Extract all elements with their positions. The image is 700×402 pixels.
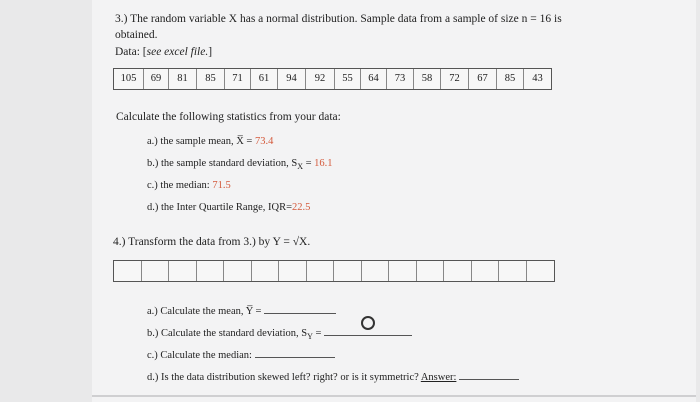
transform-cell[interactable] — [499, 261, 527, 281]
q4-item-b-sub: Y — [307, 332, 313, 342]
q4-d-answer-line[interactable] — [459, 369, 519, 380]
bottom-divider — [92, 395, 696, 397]
q4-item-d — [147, 369, 519, 383]
calc-heading: Calculate the following statistics from your data: — [116, 111, 341, 123]
data-cell: 73 — [387, 69, 414, 89]
transform-cell[interactable] — [307, 261, 335, 281]
transform-cell[interactable] — [527, 261, 555, 281]
q4-item-c — [147, 347, 335, 361]
q4-c-answer-line[interactable] — [255, 347, 335, 358]
data-cell: 72 — [441, 69, 469, 89]
data-cell: 55 — [335, 69, 361, 89]
item-b-eq: = — [302, 158, 315, 169]
transform-cell[interactable] — [142, 261, 170, 281]
transform-cell[interactable] — [224, 261, 252, 281]
item-d — [147, 202, 310, 213]
item-a-value: 73.4 — [254, 136, 274, 147]
data-cell: 43 — [532, 73, 543, 84]
item-a-label: a.) the sample mean, X̅ = — [147, 136, 255, 147]
question-3-text: 3.) The random variable X has a normal distribution. Sample data from a sample of size n = 16 is obtained. — [115, 13, 562, 41]
transform-cell[interactable] — [417, 261, 445, 281]
page — [92, 0, 696, 402]
item-b-sub: X — [297, 162, 303, 172]
data-table-row — [113, 68, 552, 90]
transform-cell[interactable] — [389, 261, 417, 281]
question-4-text: 4.) Transform the data from 3.) by Y = √X. — [113, 236, 311, 248]
data-cell: 105 — [114, 69, 144, 89]
data-label — [115, 46, 212, 58]
q4-item-c-label: c.) Calculate the median: — [147, 350, 252, 361]
q4-item-a — [147, 303, 336, 317]
q4-item-d-label: d.) Is the data distribution skewed left? right? or is it symmetric? — [147, 372, 421, 383]
transform-table-row[interactable] — [113, 260, 555, 282]
data-cell: 85 — [197, 69, 225, 89]
data-cell: 67 — [469, 69, 497, 89]
q4-d-answer-label: Answer: — [420, 372, 457, 383]
data-cell: 94 — [278, 69, 306, 89]
q4-item-a-label: a.) Calculate the mean, Y̅ = — [147, 306, 262, 317]
data-label-italic: see excel file. — [146, 46, 209, 58]
item-b — [147, 158, 333, 171]
item-d-label: d.) the Inter Quartile Range, IQR= — [147, 202, 293, 213]
q4-b-answer-line[interactable] — [324, 325, 412, 336]
q4-item-b — [147, 325, 412, 341]
data-cell: 64 — [361, 69, 387, 89]
transform-cell[interactable] — [279, 261, 307, 281]
item-a — [147, 136, 273, 147]
item-b-label: b.) the sample standard deviation, S — [147, 158, 298, 169]
q4-a-answer-line[interactable] — [264, 303, 336, 314]
item-c-value: 71.5 — [212, 180, 231, 191]
data-cell: 85 — [497, 69, 524, 89]
transform-cell[interactable] — [252, 261, 280, 281]
item-c — [147, 180, 231, 191]
q4-item-b-eq: = — [312, 328, 322, 339]
transform-cell[interactable] — [444, 261, 472, 281]
transform-cell[interactable] — [334, 261, 362, 281]
q4-item-b-label: b.) Calculate the standard deviation, S — [147, 328, 308, 339]
transform-cell[interactable] — [197, 261, 225, 281]
transform-cell[interactable] — [472, 261, 500, 281]
transform-cell[interactable] — [169, 261, 197, 281]
item-b-value: 16.1 — [314, 158, 333, 169]
item-c-label: c.) the median: — [147, 180, 213, 191]
data-cell: 81 — [169, 69, 197, 89]
data-label-prefix: Data: [ — [115, 46, 147, 58]
transform-cell[interactable] — [362, 261, 390, 281]
item-d-value: 22.5 — [292, 202, 311, 213]
data-cell: 69 — [144, 69, 169, 89]
data-cell: 61 — [251, 69, 278, 89]
data-cell: 58 — [414, 69, 441, 89]
data-label-suffix: ] — [208, 46, 213, 58]
data-cell: 92 — [306, 69, 335, 89]
transform-cell[interactable] — [114, 261, 142, 281]
data-cell: 71 — [225, 69, 251, 89]
